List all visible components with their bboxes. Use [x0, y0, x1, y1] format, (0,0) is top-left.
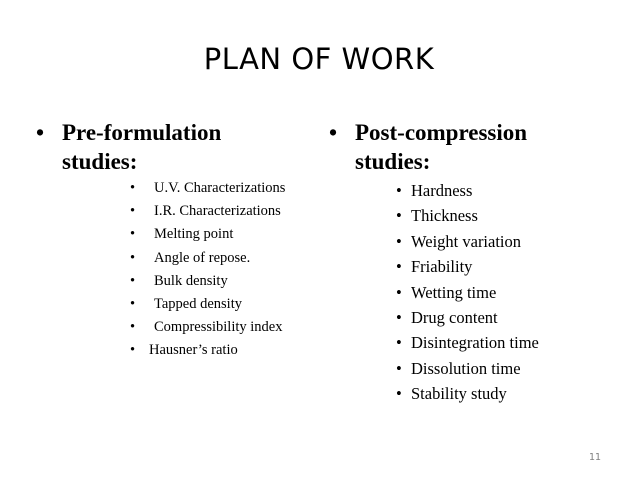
bullet-icon: •	[396, 181, 402, 200]
heading-bullet-icon: •	[36, 120, 45, 145]
page-number: 11	[589, 452, 602, 463]
bullet-icon: •	[130, 272, 136, 289]
bullet-icon: •	[130, 319, 136, 336]
left-heading-line-1: Pre-formulation	[62, 120, 222, 145]
bullet-icon: •	[396, 333, 402, 353]
list-item-text: Angle of repose.	[154, 249, 251, 266]
bullet-icon: •	[130, 180, 136, 196]
bullet-icon: •	[130, 226, 136, 243]
bullet-icon: •	[396, 282, 402, 302]
list-item-text: U.V. Characterizations	[154, 180, 286, 196]
left-column-heading	[36, 118, 222, 176]
list-item-text: Weight variation	[411, 231, 522, 251]
list-item-text: Disintegration time	[411, 333, 539, 353]
slide-title: PLAN OF WORK	[203, 42, 435, 76]
list-item-text: Melting point	[154, 226, 234, 243]
list-item-text: Compressibility index	[154, 319, 283, 336]
bullet-icon: •	[396, 206, 402, 226]
right-heading-line-1: Post-compression	[355, 120, 528, 145]
list-item-text: Bulk density	[154, 272, 228, 289]
bullet-icon: •	[396, 257, 402, 277]
heading-bullet-icon: •	[329, 120, 338, 145]
list-item-text: Friability	[411, 257, 473, 277]
right-heading-line-2: studies:	[355, 149, 431, 174]
list-item-text: Thickness	[411, 206, 478, 226]
bullet-icon: •	[396, 384, 402, 404]
right-column-heading	[329, 118, 528, 176]
bullet-icon: •	[396, 231, 402, 251]
list-item-text: Stability study	[411, 384, 507, 404]
bullet-icon: •	[130, 295, 136, 312]
bullet-icon: •	[130, 342, 136, 359]
bullet-icon: •	[396, 358, 402, 378]
bullet-icon: •	[130, 203, 136, 220]
list-item-text: Dissolution time	[411, 358, 521, 378]
bullet-icon: •	[396, 307, 402, 327]
list-item-text: I.R. Characterizations	[154, 203, 281, 220]
list-item-text: Tapped density	[154, 295, 242, 312]
list-item-text: Hardness	[411, 181, 473, 200]
list-item-text: Drug content	[411, 307, 498, 327]
list-item-text: Wetting time	[411, 282, 497, 302]
bullet-icon: •	[130, 249, 136, 266]
list-item-text: Hausner’s ratio	[149, 342, 238, 359]
left-heading-line-2: studies:	[62, 149, 138, 174]
